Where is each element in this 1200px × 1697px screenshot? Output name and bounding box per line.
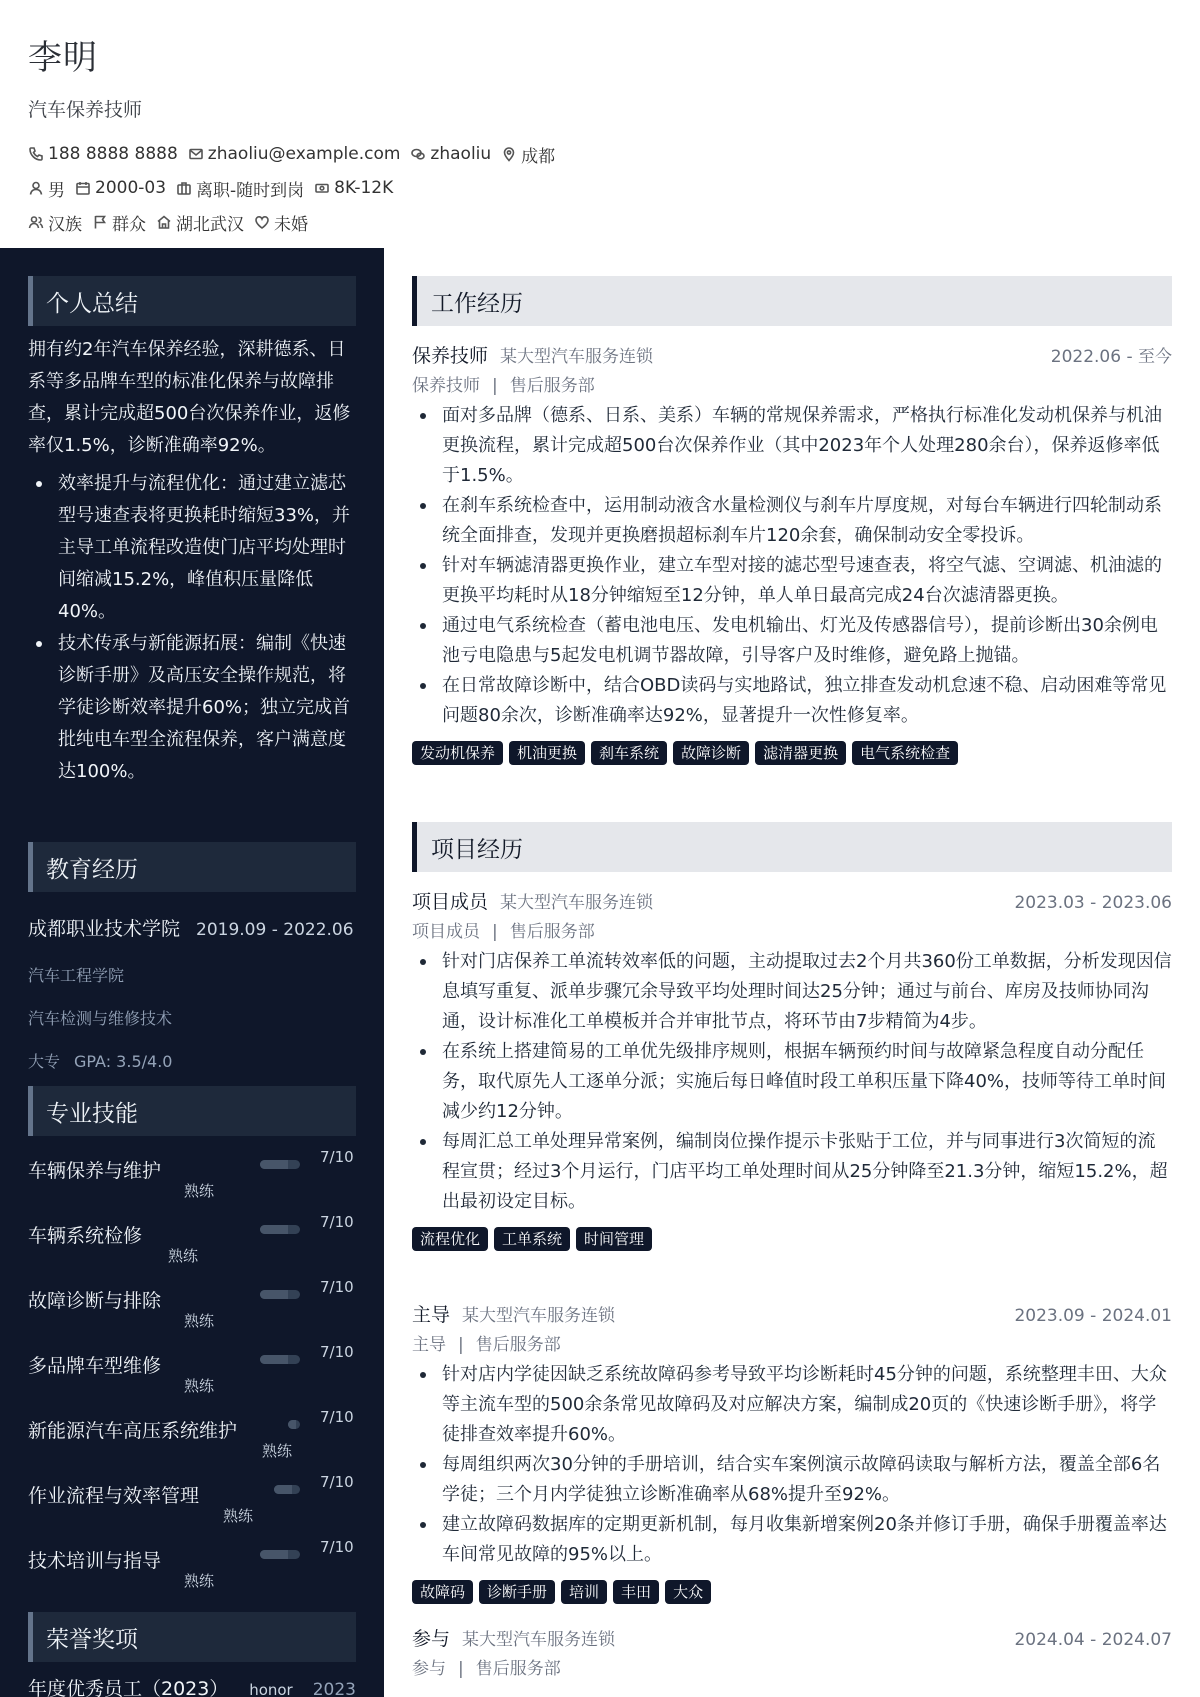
skill-tags bbox=[412, 741, 1172, 765]
skill-tag: 发动机保养 bbox=[412, 741, 503, 765]
skill-level: 熟练 bbox=[223, 1507, 254, 1525]
skill-tag: 电气系统检查 bbox=[852, 741, 958, 765]
degree-row bbox=[28, 1049, 356, 1072]
project-entry bbox=[412, 1300, 1172, 1604]
skill-tag: 滤清器更换 bbox=[755, 741, 846, 765]
separator: | bbox=[458, 1335, 464, 1355]
entry-bullet: 针对门店保养工单流转效率低的问题，主动提取过去2个月共360份工单数据，分析发现因信息填写重复、派单步骤冗余导致平均处理时间达25分钟；通过与前台、库房及技师协同沟通，设计标准化工单模板并合并审批节点，将环节由7步精简为4步。 bbox=[412, 947, 1172, 1037]
entry-bullet: 建立故障码数据库的定期更新机制，每月收集新增案例20条并修订手册，确保手册覆盖率达车间常见故障的95%以上。 bbox=[412, 1510, 1172, 1570]
entry-date: 2024.04 - 2024.07 bbox=[1014, 1630, 1172, 1650]
entry-sub bbox=[412, 917, 1172, 942]
entry-bullets bbox=[412, 947, 1172, 1217]
entry-bullet: 面对多品牌（德系、日系、美系）车辆的常规保养需求，严格执行标准化发动机保养与机油更换流程，累计完成超500台次保养作业（其中2023年个人处理280余台），保养返修率低于1.5%。 bbox=[412, 401, 1172, 491]
skill-tag: 故障诊断 bbox=[673, 741, 749, 765]
phone-item bbox=[28, 144, 178, 164]
summary-text: 拥有约2年汽车保养经验，深耕德系、日系等多品牌车型的标准化保养与故障排查，累计完成超500台次保养作业，返修率仅1.5%，诊断准确率92%。 bbox=[28, 339, 351, 456]
entry-bullet: 每周汇总工单处理异常案例，编制岗位操作提示卡张贴于工位，并与同事进行3次简短的流程宣贯；经过3个月运行，门店平均工单处理时间从25分钟降至21.3分钟，缩短15.2%，超出最初设定目标。 bbox=[412, 1127, 1172, 1217]
salary-item bbox=[314, 178, 393, 198]
status-item bbox=[176, 176, 304, 201]
skill-tags bbox=[412, 1227, 1172, 1251]
honor-tag: honor bbox=[249, 1681, 293, 1697]
skill-level: 熟练 bbox=[184, 1572, 215, 1590]
skill-score: 7/10 bbox=[320, 1343, 354, 1361]
briefcase-icon bbox=[176, 180, 192, 196]
sidebar bbox=[0, 248, 384, 1697]
entry-sub bbox=[412, 1654, 1172, 1679]
skill-bar-fill bbox=[260, 1160, 288, 1169]
entry-role: 主导 bbox=[412, 1304, 451, 1326]
skill-bar bbox=[288, 1420, 300, 1429]
entry-bullet: 针对车辆滤清器更换作业，建立车型对接的滤芯型号速查表，将空气滤、空调滤、机油滤的更换平均耗时从18分钟缩短至12分钟，单人单日最高完成24台次滤清器更换。 bbox=[412, 551, 1172, 611]
skill-name: 技术培训与指导 bbox=[28, 1550, 162, 1572]
project-entry bbox=[412, 1624, 1172, 1679]
hometown-text: 湖北武汉 bbox=[176, 214, 244, 235]
heart-icon bbox=[254, 214, 270, 230]
entry-company: 某大型汽车服务连锁 bbox=[500, 893, 654, 913]
skill-bar-fill bbox=[260, 1550, 288, 1559]
summary-bullets bbox=[28, 468, 356, 788]
entry-bullet: 在刹车系统检查中，运用制动液含水量检测仪与刹车片厚度规，对每台车辆进行四轮制动系统全面排查，发现并更换磨损超标刹车片120余套，确保制动安全零投诉。 bbox=[412, 491, 1172, 551]
school-name: 成都职业技术学院 bbox=[28, 918, 181, 940]
salary-text: 8K-12K bbox=[334, 178, 394, 198]
home-icon bbox=[156, 214, 172, 230]
entry-head bbox=[412, 887, 1172, 911]
skills-section bbox=[28, 1086, 356, 1597]
people-icon bbox=[28, 214, 44, 230]
candidate-name: 李明 bbox=[28, 38, 98, 78]
email-text: zhaoliu@example.com bbox=[207, 144, 401, 164]
political-text: 群众 bbox=[112, 214, 146, 235]
skill-level: 熟练 bbox=[184, 1312, 215, 1330]
skill-tag: 刹车系统 bbox=[591, 741, 667, 765]
skill-tag: 故障码 bbox=[412, 1580, 473, 1604]
skill-level: 熟练 bbox=[262, 1442, 293, 1460]
contact-row bbox=[28, 144, 1168, 167]
separator: | bbox=[492, 376, 498, 396]
major-name: 汽车检测与维修技术 bbox=[28, 1009, 173, 1028]
ethnicity-item bbox=[28, 210, 82, 235]
skill-tag: 工单系统 bbox=[494, 1227, 570, 1251]
wechat-text: zhaoliu bbox=[430, 144, 492, 164]
birth-text: 2000-03 bbox=[95, 178, 167, 198]
skill-bar bbox=[260, 1290, 300, 1299]
entry-role: 保养技师 bbox=[412, 345, 489, 367]
skill-level: 熟练 bbox=[184, 1182, 215, 1200]
money-icon bbox=[314, 180, 330, 196]
education-school-row bbox=[28, 914, 356, 941]
entry-role: 参与 bbox=[412, 1628, 451, 1650]
entry-department: 售后服务部 bbox=[475, 1659, 561, 1679]
education-heading: 教育经历 bbox=[28, 842, 356, 892]
skill-name: 新能源汽车高压系统维护 bbox=[28, 1420, 238, 1442]
email-item bbox=[188, 144, 401, 164]
wechat-icon bbox=[410, 146, 426, 162]
entry-department: 售后服务部 bbox=[509, 376, 595, 396]
location-icon bbox=[501, 146, 517, 162]
skill-score: 7/10 bbox=[320, 1408, 354, 1426]
skill-row bbox=[28, 1207, 356, 1272]
entry-bullet: 在系统上搭建简易的工单优先级排序规则，根据车辆预约时间与故障紧急程度自动分配任务，取代原先人工逐单分派；实施后每日峰值时段工单积压量下降40%，技师等待工单时间减少约12分钟。 bbox=[412, 1037, 1172, 1127]
skill-level: 熟练 bbox=[184, 1377, 215, 1395]
skill-row bbox=[28, 1467, 356, 1532]
status-text: 离职-随时到岗 bbox=[196, 180, 305, 201]
summary-bullet: 效率提升与流程优化：通过建立滤芯型号速查表将更换耗时缩短33%，并主导工单流程改造使门店平均处理时间缩减15.2%，峰值积压量降低40%。 bbox=[28, 468, 356, 628]
wechat-item bbox=[410, 144, 491, 164]
gpa: GPA: 3.5/4.0 bbox=[74, 1052, 173, 1071]
skill-tag: 大众 bbox=[665, 1580, 711, 1604]
skill-tag: 培训 bbox=[561, 1580, 607, 1604]
entry-sub-role: 参与 bbox=[412, 1659, 446, 1679]
entry-department: 售后服务部 bbox=[475, 1335, 561, 1355]
skill-bar bbox=[260, 1355, 300, 1364]
skill-tag: 流程优化 bbox=[412, 1227, 488, 1251]
entry-sub bbox=[412, 371, 1172, 396]
skill-tags bbox=[412, 1580, 1172, 1604]
skill-tag: 时间管理 bbox=[576, 1227, 652, 1251]
skill-bar-fill bbox=[260, 1225, 288, 1234]
calendar-icon bbox=[75, 180, 91, 196]
entry-company: 某大型汽车服务连锁 bbox=[462, 1630, 616, 1650]
skill-row bbox=[28, 1402, 356, 1467]
skills-list bbox=[28, 1142, 356, 1597]
college-name: 汽车工程学院 bbox=[28, 966, 125, 985]
personal-row bbox=[28, 178, 1168, 201]
skill-bar bbox=[260, 1225, 300, 1234]
entry-sub-role: 保养技师 bbox=[412, 376, 480, 396]
skill-row bbox=[28, 1532, 356, 1597]
degree: 大专 bbox=[28, 1052, 61, 1071]
entry-sub-role: 主导 bbox=[412, 1335, 446, 1355]
entry-head bbox=[412, 341, 1172, 365]
project-entry bbox=[412, 887, 1172, 1251]
entry-bullet: 通过电气系统检查（蓄电池电压、发电机输出、灯光及传感器信号），提前诊断出30余例电池亏电隐患与5起发电机调节器故障，引导客户及时维修，避免路上抛锚。 bbox=[412, 611, 1172, 671]
honor-year: 2023 bbox=[312, 1680, 356, 1697]
honors-heading: 荣誉奖项 bbox=[28, 1612, 356, 1662]
skill-row bbox=[28, 1272, 356, 1337]
background-row bbox=[28, 212, 1168, 235]
skill-score: 7/10 bbox=[320, 1148, 354, 1166]
gender-item bbox=[28, 176, 65, 201]
education-section bbox=[28, 842, 356, 1072]
hometown-item bbox=[156, 210, 244, 235]
phone-icon bbox=[28, 146, 44, 162]
entry-role: 项目成员 bbox=[412, 891, 489, 913]
entry-bullet: 在日常故障诊断中，结合OBD读码与实地路试，独立排查发动机怠速不稳、启动困难等常见问题80余次，诊断准确率达92%，显著提升一次性修复率。 bbox=[412, 671, 1172, 731]
skill-score: 7/10 bbox=[320, 1278, 354, 1296]
honors-section bbox=[28, 1612, 356, 1697]
entry-bullet: 针对店内学徒因缺乏系统故障码参考导致平均诊断耗时45分钟的问题，系统整理丰田、大众等主流车型的500余条常见故障码及对应解决方案，编制成20页的《快速诊断手册》，将学徒排查效率提升60%。 bbox=[412, 1360, 1172, 1450]
entry-company: 某大型汽车服务连锁 bbox=[462, 1306, 616, 1326]
honor-name: 年度优秀员工（2023） bbox=[28, 1678, 229, 1697]
marital-item bbox=[254, 210, 308, 235]
entry-head bbox=[412, 1300, 1172, 1324]
skill-bar bbox=[260, 1160, 300, 1169]
skill-bar bbox=[260, 1550, 300, 1559]
user-icon bbox=[28, 180, 44, 196]
entry-sub-role: 项目成员 bbox=[412, 922, 480, 942]
political-item bbox=[92, 210, 146, 235]
skill-score: 7/10 bbox=[320, 1473, 354, 1491]
skill-name: 故障诊断与排除 bbox=[28, 1290, 162, 1312]
projects-heading: 项目经历 bbox=[412, 822, 1172, 872]
entry-company: 某大型汽车服务连锁 bbox=[500, 347, 654, 367]
gender-text: 男 bbox=[48, 180, 65, 201]
skill-tag: 诊断手册 bbox=[479, 1580, 555, 1604]
marital-text: 未婚 bbox=[274, 214, 308, 235]
ethnicity-text: 汉族 bbox=[48, 214, 82, 235]
skill-name: 多品牌车型维修 bbox=[28, 1355, 162, 1377]
entry-date: 2023.03 - 2023.06 bbox=[1014, 893, 1172, 913]
entry-date: 2023.09 - 2024.01 bbox=[1014, 1306, 1172, 1326]
entry-sub bbox=[412, 1330, 1172, 1355]
skill-row bbox=[28, 1142, 356, 1207]
summary-section bbox=[28, 276, 356, 788]
separator: | bbox=[458, 1659, 464, 1679]
skills-heading: 专业技能 bbox=[28, 1086, 356, 1136]
skill-row bbox=[28, 1337, 356, 1402]
work-entry bbox=[412, 341, 1172, 765]
skill-bar-fill bbox=[260, 1355, 288, 1364]
honor-row bbox=[28, 1674, 356, 1697]
entry-bullet: 每周组织两次30分钟的手册培训，结合实车案例演示故障码读取与解析方法，覆盖全部6名学徒；三个月内学徒独立诊断准确率从68%提升至92%。 bbox=[412, 1450, 1172, 1510]
skill-bar-fill bbox=[288, 1420, 296, 1429]
skill-name: 车辆保养与维护 bbox=[28, 1160, 162, 1182]
phone-text: 188 8888 8888 bbox=[48, 144, 178, 164]
work-heading: 工作经历 bbox=[412, 276, 1172, 326]
skill-score: 7/10 bbox=[320, 1213, 354, 1231]
skill-bar bbox=[274, 1485, 300, 1494]
skill-score: 7/10 bbox=[320, 1538, 354, 1556]
birth-item bbox=[75, 178, 166, 198]
location-text: 成都 bbox=[521, 146, 556, 167]
entry-bullets bbox=[412, 401, 1172, 731]
skill-bar-fill bbox=[260, 1290, 288, 1299]
entry-date: 2022.06 - 至今 bbox=[1050, 347, 1172, 367]
skill-level: 熟练 bbox=[168, 1247, 199, 1265]
summary-bullet: 技术传承与新能源拓展：编制《快速诊断手册》及高压安全操作规范，将学徒诊断效率提升60%；独立完成首批纯电车型全流程保养，客户满意度达100%。 bbox=[28, 628, 356, 788]
education-date: 2019.09 - 2022.06 bbox=[196, 920, 354, 940]
job-title: 汽车保养技师 bbox=[28, 99, 143, 121]
mail-icon bbox=[188, 146, 204, 162]
flag-icon bbox=[92, 214, 108, 230]
entry-department: 售后服务部 bbox=[509, 922, 595, 942]
skill-tag: 机油更换 bbox=[509, 741, 585, 765]
skill-name: 作业流程与效率管理 bbox=[28, 1485, 200, 1507]
skill-tag: 丰田 bbox=[613, 1580, 659, 1604]
skill-name: 车辆系统检修 bbox=[28, 1225, 143, 1247]
skill-bar-fill bbox=[274, 1485, 292, 1494]
entry-head bbox=[412, 1624, 1172, 1648]
summary-heading: 个人总结 bbox=[28, 276, 356, 326]
separator: | bbox=[492, 922, 498, 942]
entry-bullets bbox=[412, 1360, 1172, 1570]
location-item bbox=[501, 142, 555, 167]
resume-header bbox=[28, 30, 1168, 235]
